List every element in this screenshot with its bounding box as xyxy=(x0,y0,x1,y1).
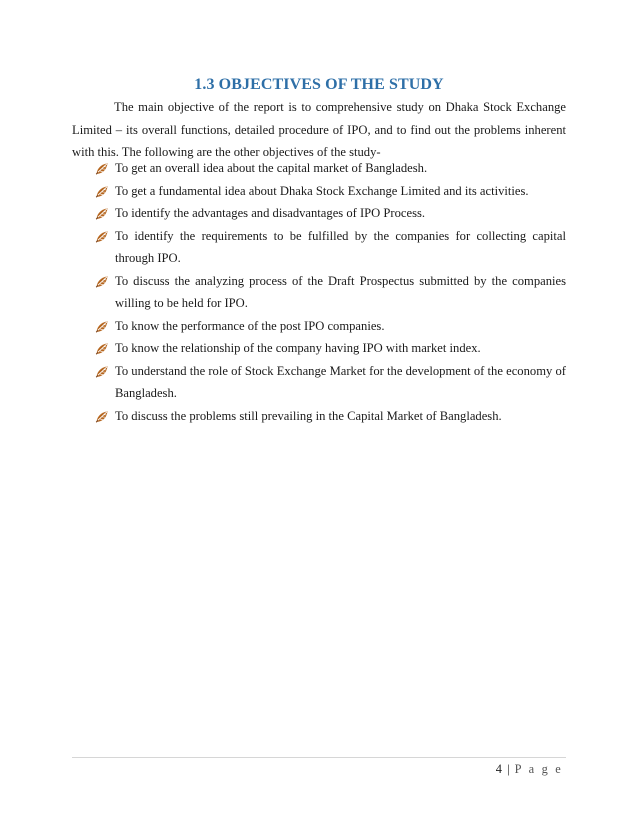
objectives-list xyxy=(95,157,566,427)
list-item xyxy=(95,270,566,315)
leaf-bullet-icon xyxy=(95,365,109,378)
leaf-bullet-icon xyxy=(95,207,109,220)
list-item xyxy=(95,360,566,405)
list-item xyxy=(95,202,566,225)
leaf-bullet-icon xyxy=(95,320,109,333)
list-item xyxy=(95,180,566,203)
list-item xyxy=(95,337,566,360)
leaf-bullet-icon xyxy=(95,410,109,423)
leaf-bullet-icon xyxy=(95,230,109,243)
leaf-bullet-icon xyxy=(95,185,109,198)
intro-paragraph: The main objective of the report is to comprehensive study on Dhaka Stock Exchange Limited – its overall functions, detailed procedure of IPO, and to find out the problems inherent with this. The following are the other objectives of the study- xyxy=(72,100,566,159)
objective-text: To get a fundamental idea about Dhaka Stock Exchange Limited and its activities. xyxy=(115,183,529,198)
section-heading: 1.3 OBJECTIVES OF THE STUDY xyxy=(194,76,444,93)
objective-text: To discuss the analyzing process of the Draft Prospectus submitted by the companies willing to be held for IPO. xyxy=(115,273,566,310)
objective-text: To know the relationship of the company having IPO with market index. xyxy=(115,341,481,355)
objective-text: To identify the advantages and disadvantages of IPO Process. xyxy=(115,206,426,220)
objective-text: To know the performance of the post IPO companies. xyxy=(115,318,385,333)
list-item xyxy=(95,225,566,270)
page-footer xyxy=(300,762,563,777)
objective-text: To understand the role of Stock Exchange Market for the development of the economy of Bangladesh. xyxy=(115,363,566,400)
footer-separator: | xyxy=(507,762,510,776)
objective-text: To identify the requirements to be fulfilled by the companies for collecting capital through IPO. xyxy=(115,228,566,265)
page-label: P a g e xyxy=(514,762,563,776)
list-item xyxy=(95,157,566,180)
list-item xyxy=(95,315,566,338)
page-number: 4 xyxy=(495,762,502,776)
objective-text: To get an overall idea about the capital market of Bangladesh. xyxy=(115,161,428,175)
leaf-bullet-icon xyxy=(95,162,109,175)
leaf-bullet-icon xyxy=(95,342,109,355)
list-item xyxy=(95,405,566,428)
footer-divider xyxy=(72,757,566,758)
leaf-bullet-icon xyxy=(95,275,109,288)
objective-text: To discuss the problems still prevailing in the Capital Market of Bangladesh. xyxy=(115,408,502,423)
